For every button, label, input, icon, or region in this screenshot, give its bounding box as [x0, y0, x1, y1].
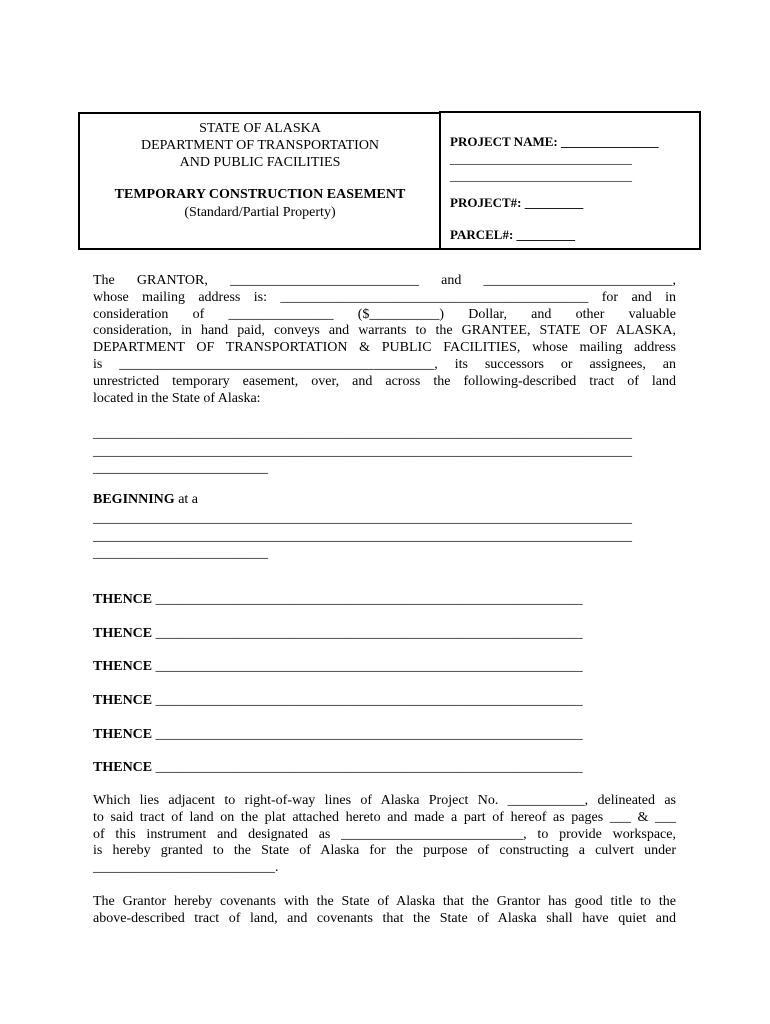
adjacent-line-5: __________________________.	[93, 860, 279, 876]
grantor-line-5: DEPARTMENT OF TRANSPORTATION & PUBLIC FACILITIES, whose mailing address	[93, 340, 676, 356]
thence-blank[interactable]: _____________________________________________________________	[152, 592, 583, 607]
covenant-line-1: The Grantor hereby covenants with the State of Alaska that the Grantor has good title to the	[93, 894, 676, 909]
agency-title-box	[78, 112, 441, 250]
thence-blank[interactable]: _____________________________________________________________	[152, 693, 583, 708]
thence-label: THENCE	[93, 592, 153, 607]
thence-label: THENCE	[93, 693, 153, 708]
covenant-line-2: above-described tract of land, and covenants that the State of Alaska shall have quiet and	[93, 910, 676, 926]
beginning-label: BEGINNING	[93, 492, 175, 507]
agency-line-1: STATE OF ALASKA	[199, 121, 321, 136]
grantor-line-4: consideration, in hand paid, conveys and warrants to the GRANTEE, STATE OF ALASKA,	[93, 323, 676, 339]
covenant-paragraph	[93, 894, 676, 928]
grantor-line-8: located in the State of Alaska:	[93, 390, 261, 406]
thence-line[interactable]	[93, 625, 583, 642]
document-header	[78, 112, 700, 248]
thence-line[interactable]	[93, 759, 583, 776]
tract-blank-3[interactable]: _________________________	[93, 461, 268, 476]
thence-line[interactable]	[93, 591, 583, 608]
thence-line[interactable]	[93, 658, 583, 675]
adjacent-line-2: to said tract of land on the plat attached hereto and made a part of hereof as pages ___ & ___	[93, 809, 676, 825]
project-name-field[interactable]: PROJECT NAME: _______________	[450, 134, 659, 149]
beginning-blank-2[interactable]: _____________________________________________________________________________	[93, 529, 632, 544]
grantor-line-2: whose mailing address is: ____________________________________________ for and in	[93, 289, 676, 305]
project-number-field[interactable]: PROJECT#: _________	[450, 195, 584, 210]
document-subtitle: (Standard/Partial Property)	[184, 205, 336, 220]
grantor-line-6: is _____________________________________________, its successors or assignees, an	[93, 356, 676, 372]
thence-blank[interactable]: _____________________________________________________________	[152, 727, 583, 742]
agency-line-3: AND PUBLIC FACILITIES	[179, 155, 341, 170]
thence-label: THENCE	[93, 727, 153, 742]
project-name-blank-2[interactable]: ____________________________	[450, 151, 632, 166]
tract-blank-2[interactable]: _____________________________________________________________________________	[93, 444, 632, 459]
project-info-box	[439, 111, 701, 250]
thence-line[interactable]	[93, 692, 583, 709]
beginning-blank-1[interactable]: _____________________________________________________________________________	[93, 511, 632, 526]
grantor-line-3: consideration of _______________ ($__________) Dollar, and other valuable	[93, 306, 676, 322]
adjacent-line-4: is hereby granted to the State of Alaska for the purpose of constructing a culvert under	[93, 843, 676, 859]
thence-label: THENCE	[93, 760, 153, 775]
tract-blank-1[interactable]: _____________________________________________________________________________	[93, 426, 632, 441]
adjacent-line-1: Which lies adjacent to right-of-way lines of Alaska Project No. ___________, delineated as	[93, 793, 676, 808]
beginning-line	[93, 491, 198, 508]
adjacent-line-3: of this instrument and designated as __________________________, to provide workspace,	[93, 826, 676, 842]
grantor-line-1: The GRANTOR, ___________________________ and ___________________________,	[93, 273, 676, 288]
grantor-line-7: unrestricted temporary easement, over, and across the following-described tract of land	[93, 373, 676, 389]
thence-line[interactable]	[93, 726, 583, 743]
parcel-number-field[interactable]: PARCEL#: _________	[450, 227, 576, 242]
grantor-paragraph	[93, 273, 676, 407]
thence-blank[interactable]: _____________________________________________________________	[152, 626, 583, 641]
thence-blank[interactable]: _____________________________________________________________	[152, 659, 583, 674]
thence-label: THENCE	[93, 626, 153, 641]
thence-label: THENCE	[93, 659, 153, 674]
agency-line-2: DEPARTMENT OF TRANSPORTATION	[140, 138, 380, 153]
beginning-text: at a	[174, 492, 199, 507]
thence-blank[interactable]: _____________________________________________________________	[152, 760, 583, 775]
project-name-blank-3[interactable]: ____________________________	[450, 168, 632, 183]
document-title: TEMPORARY CONSTRUCTION EASEMENT	[114, 187, 406, 202]
beginning-blank-3[interactable]: _________________________	[93, 546, 268, 561]
adjacent-paragraph	[93, 793, 676, 877]
